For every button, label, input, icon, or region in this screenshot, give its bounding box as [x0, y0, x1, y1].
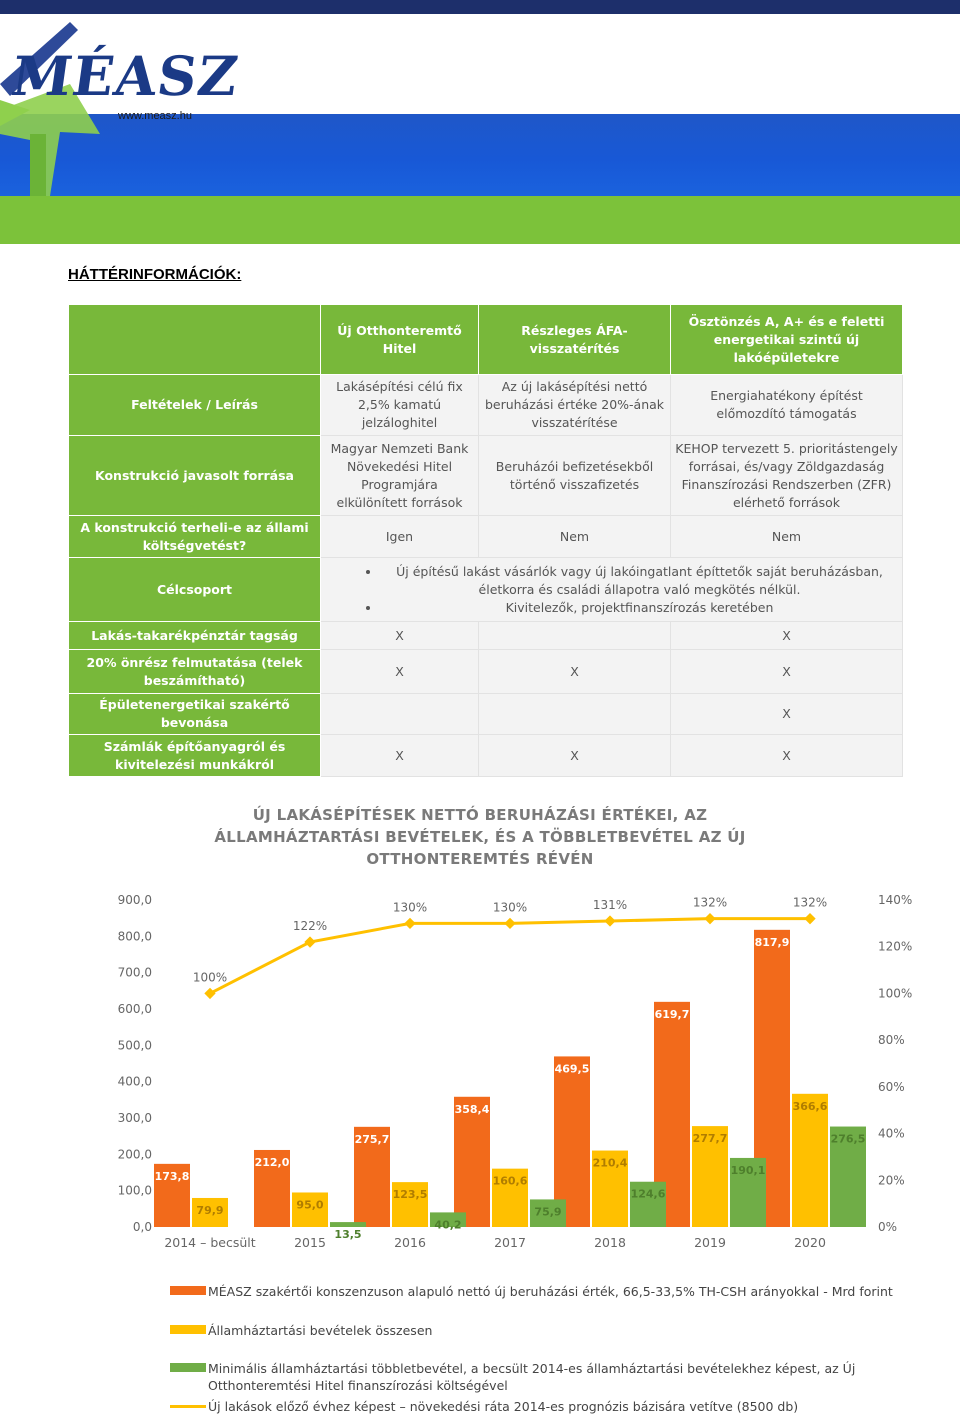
y2-tick-label: 0% [878, 1220, 898, 1234]
y-tick-label: 900,0 [117, 893, 152, 907]
data-label: 75,9 [534, 1205, 562, 1219]
line-data-label: 130% [392, 900, 428, 915]
section-title: HÁTTÉRINFORMÁCIÓK: [68, 266, 242, 283]
y2-tick-label: 120% [878, 939, 913, 954]
line-data-label: 132% [692, 895, 728, 910]
table-row [69, 516, 903, 558]
row-label: Lakás-takarékpénztár tagság [69, 622, 321, 650]
data-label: 79,9 [196, 1203, 224, 1217]
table-row [69, 375, 903, 436]
chart-title: ÚJ LAKÁSÉPÍTÉSEK NETTÓ BERUHÁZÁSI ÉRTÉKEI, AZ ÁLLAMHÁZTARTÁSI BEVÉTELEK, ÉS A TÖBBLETBEVÉTEL AZ ÚJ OTTHONTEREMTÉS RÉVÉN [214, 806, 746, 868]
y-tick-label: 100,0 [117, 1183, 152, 1198]
y2-tick-label: 80% [878, 1033, 905, 1048]
legend-label: Új lakások előző évhez képest – növekedési ráta 2014-es prognózis bázisára vetítve (8500 db) [208, 1399, 799, 1414]
y2-tick-label: 100% [878, 986, 913, 1001]
row-label: Számlák építőanyagról és kivitelezési munkákról [69, 735, 321, 777]
list-item: • Kivitelezők, projektfinanszírozás keretében [381, 599, 898, 617]
table-cell: X [671, 622, 903, 650]
line-point [304, 936, 315, 947]
data-label: 40,2 [434, 1218, 462, 1232]
y-tick-label: 700,0 [117, 965, 152, 980]
table-cell: X [671, 735, 903, 777]
header-green-band [0, 196, 960, 244]
line-data-label: 130% [492, 900, 528, 915]
line-data-label: 100% [192, 970, 228, 985]
y-tick-label: 0,0 [132, 1220, 152, 1234]
line-point [704, 913, 715, 924]
row-label: Célcsoport [69, 558, 321, 622]
y-tick-label: 400,0 [117, 1074, 152, 1089]
bar [792, 1094, 828, 1227]
data-label: 276,5 [830, 1132, 866, 1146]
row-label: Konstrukció javasolt forrása [69, 436, 321, 516]
info-table [68, 304, 903, 777]
y-tick-label: 800,0 [117, 929, 152, 944]
data-label: 358,4 [454, 1102, 490, 1116]
y-tick-label: 200,0 [117, 1147, 152, 1162]
table-cell: Nem [671, 516, 903, 558]
table-row [69, 650, 903, 694]
data-label: 817,9 [754, 935, 790, 949]
data-label: 95,0 [296, 1198, 324, 1212]
list-item: • Új építésű lakást vásárlók vagy új lakóingatlant építtetők saját beruházásban, életkorra és családi állapotra való megkötés nélkül. [381, 563, 898, 599]
y2-tick-label: 60% [878, 1079, 905, 1094]
row-label: 20% önrész felmutatása (telek beszámítható) [69, 650, 321, 694]
table-cell [479, 694, 671, 735]
line-point [404, 918, 415, 929]
table-row [69, 558, 903, 622]
legend-label: Minimális államháztartási többletbevétel, a becsült 2014-es államháztartási bevételekhez képest, az Új Otthonteremtési Hitel finanszírozási költségével [208, 1361, 856, 1393]
table-row [69, 735, 903, 777]
table-cell: X [671, 650, 903, 694]
row-label: A konstrukció terheli-e az állami költségvetést? [69, 516, 321, 558]
legend-swatch-orange [170, 1286, 206, 1295]
y-tick-label: 600,0 [117, 1002, 152, 1016]
line-data-label: 131% [592, 898, 628, 913]
table-header-row [69, 305, 903, 375]
data-label: 123,5 [392, 1188, 428, 1202]
table-cell: X [671, 694, 903, 735]
table-cell: X [321, 650, 479, 694]
x-tick-label: 2018 [594, 1235, 626, 1250]
data-label: 277,7 [692, 1132, 728, 1146]
target-group-cell [321, 558, 903, 622]
bullet-list [325, 563, 898, 617]
y2-tick-label: 140% [878, 893, 913, 907]
legend-swatch-green [170, 1363, 206, 1372]
line-point [804, 913, 815, 924]
table-cell [479, 622, 671, 650]
bar-line-chart [0, 880, 960, 1260]
legend-label: Államháztartási bevételek összesen [208, 1323, 433, 1338]
header-col-3: Ösztönzés A, A+ és e feletti energetikai szintű új lakóépületekre [671, 305, 903, 375]
table-row [69, 622, 903, 650]
table-cell: KEHOP tervezett 5. prioritástengely forrásai, és/vagy Zöldgazdaság Finanszírozási Rendszerben (ZFR) elérhető források [671, 436, 903, 516]
row-label: Feltételek / Leírás [69, 375, 321, 436]
data-label: 619,7 [654, 1007, 690, 1021]
table-cell: Energiahatékony építést előmozdító támogatás [671, 375, 903, 436]
table-row [69, 694, 903, 735]
logo-text: MÉASZ [7, 44, 243, 108]
data-label: 469,5 [554, 1062, 590, 1076]
x-tick-label: 2015 [294, 1235, 326, 1250]
legend-swatch-line [170, 1405, 206, 1411]
row-label: Épületenergetikai szakértő bevonása [69, 694, 321, 735]
bar [330, 1222, 366, 1227]
line-data-label: 132% [792, 895, 828, 910]
line-point [204, 988, 215, 999]
table-cell [321, 694, 479, 735]
table-row [69, 436, 903, 516]
line-point [604, 915, 615, 926]
header-col-2: Részleges ÁFA-visszatérítés [479, 305, 671, 375]
data-label: 366,6 [792, 1099, 828, 1113]
table-cell: X [479, 735, 671, 777]
y-tick-label: 500,0 [117, 1038, 152, 1053]
line-point [504, 918, 515, 929]
legend-label: MÉASZ szakértői konszenzuson alapuló nettó új beruházási érték, 66,5-33,5% TH-CSH arányokkal - Mrd forint [208, 1284, 893, 1299]
top-bar [0, 0, 960, 14]
data-label: 13,5 [334, 1228, 362, 1242]
data-label: 275,7 [354, 1132, 390, 1146]
table-cell: Nem [479, 516, 671, 558]
x-tick-label: 2020 [794, 1235, 826, 1250]
logo-url: www.measz.hu [118, 110, 192, 122]
x-tick-label: 2019 [694, 1235, 726, 1250]
table-cell: Igen [321, 516, 479, 558]
header-empty [69, 305, 321, 375]
header-col-1: Új Otthonteremtő Hitel [321, 305, 479, 375]
x-tick-label: 2014 – becsült [164, 1235, 256, 1250]
y-tick-label: 300,0 [117, 1111, 152, 1125]
table-cell: Lakásépítési célú fix 2,5% kamatú jelzáloghitel [321, 375, 479, 436]
measz-logo[interactable] [0, 14, 243, 196]
data-label: 212,0 [254, 1155, 290, 1169]
y2-tick-label: 40% [878, 1126, 905, 1141]
legend-swatch-yellow [170, 1325, 206, 1334]
data-label: 160,6 [492, 1174, 528, 1188]
table-cell: X [321, 622, 479, 650]
table-cell: Beruházói befizetésekből történő visszafizetés [479, 436, 671, 516]
data-label: 190,1 [730, 1163, 766, 1177]
data-label: 210,4 [592, 1156, 628, 1170]
data-label: 124,6 [630, 1187, 666, 1201]
table-cell: X [479, 650, 671, 694]
table-cell: Az új lakásépítési nettó beruházási értéke 20%-ának visszatérítése [479, 375, 671, 436]
bar [454, 1097, 490, 1227]
table-cell: X [321, 735, 479, 777]
table-cell: Magyar Nemzeti Bank Növekedési Hitel Programjára elkülönített források [321, 436, 479, 516]
data-label: 173,8 [154, 1169, 190, 1183]
x-tick-label: 2017 [494, 1235, 526, 1250]
y2-tick-label: 20% [878, 1173, 905, 1188]
line-data-label: 122% [292, 919, 328, 934]
x-tick-label: 2016 [394, 1235, 426, 1250]
